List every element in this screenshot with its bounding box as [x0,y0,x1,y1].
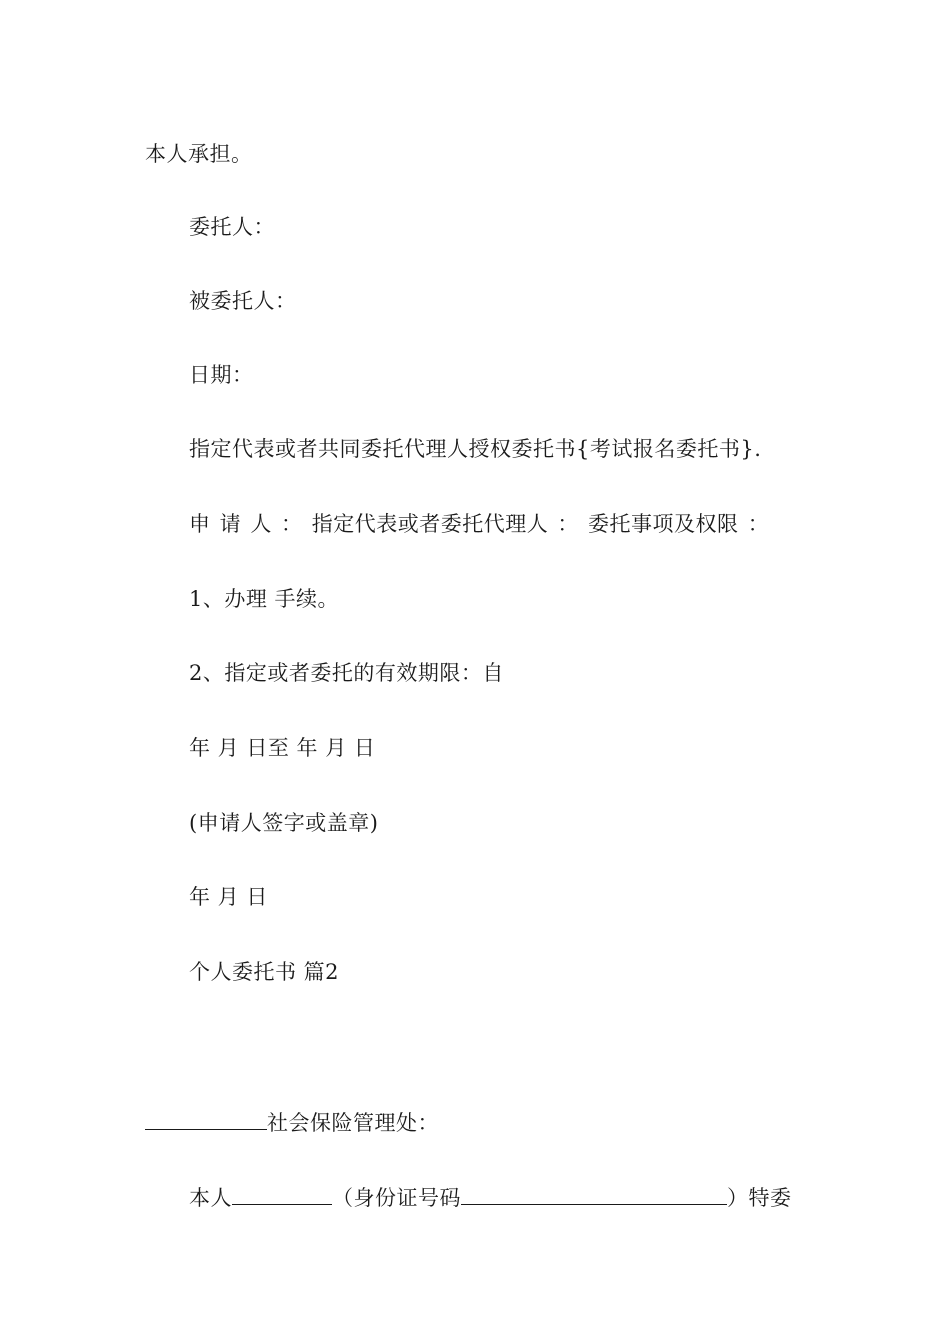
section-heading: 个人委托书 篇2 [189,960,340,984]
section-title: 指定代表或者共同委托代理人授权委托书{考试报名委托书}. [189,437,762,461]
principal-label: 委托人： [189,215,275,239]
signature-date-line: 年 月 日 [189,885,268,909]
signature-note: (申请人签字或盖章) [189,811,379,835]
blank-underline [145,1108,267,1130]
declaration-text-start: 本人 [189,1186,232,1210]
addressee-line [145,1108,439,1136]
list-item: 1、办理 手续。 [189,587,340,611]
declaration-text-end: ）特委 [727,1186,792,1210]
declaration-line [189,1183,792,1211]
id-number-blank-underline [461,1183,727,1205]
date-range-line: 年 月 日至 年 月 日 [189,736,376,760]
list-item: 2、指定或者委托的有效期限：自 [189,661,504,685]
text-line: 本人承担。 [145,142,253,166]
id-number-label: （身份证号码 [332,1186,461,1210]
name-blank-underline [232,1183,332,1205]
date-label: 日期： [189,363,254,387]
addressee-text: 社会保险管理处： [267,1111,439,1135]
applicant-fields-line: 申 请 人 ： 指定代表或者委托代理人 ： 委托事项及权限 ： [189,512,770,536]
agent-label: 被委托人： [189,289,297,313]
